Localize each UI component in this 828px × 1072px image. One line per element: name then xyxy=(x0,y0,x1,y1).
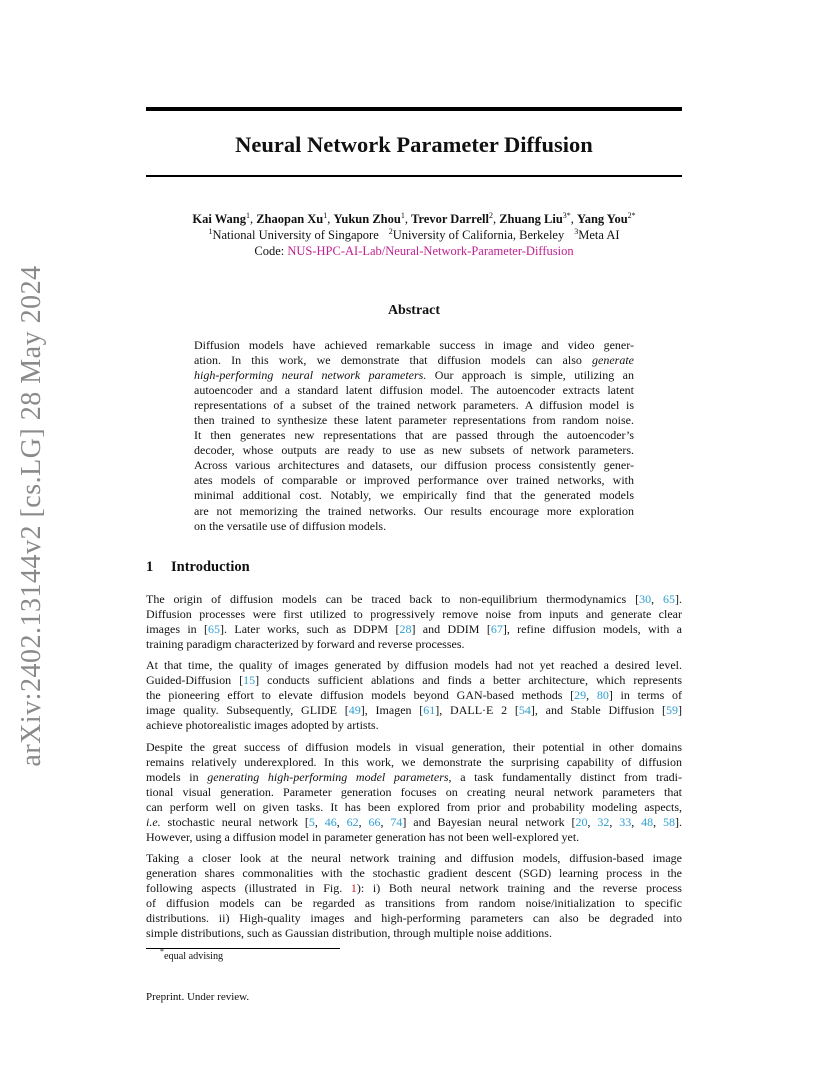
text-line: decoder, whose outputs are ready to use as new subsets of network parameters. xyxy=(194,443,634,458)
author-name: Yukun Zhou$^1$ xyxy=(333,211,405,226)
text-line: simple distributions, such as Gaussian distribution, through multiple noise additions. xyxy=(146,926,552,941)
text-line: Despite the great success of diffusion models in visual generation, their potential in other domains xyxy=(146,740,682,754)
citation-link: 46 xyxy=(324,815,337,830)
citation-link: 74 xyxy=(390,815,403,830)
text-line: images in [65]. Later works, such as DDPM [28] and DDIM [67], refine diffusion models, with a xyxy=(146,622,682,637)
text-line: ates models of comparable or improved performance over trained networks, with xyxy=(194,473,634,488)
text-line: ation. In this work, we demonstrate that diffusion models can also generate xyxy=(194,353,634,368)
author-name: Yang You$^{2*}$ xyxy=(577,211,636,226)
intro-paragraph-3 xyxy=(146,740,682,845)
text-line: the pioneering effort to elevate diffusion models beyond GAN-based methods [29, 80] in terms of xyxy=(146,688,683,703)
citation-link: 5 xyxy=(308,815,315,830)
author-list: Kai Wang$^1$, Zhaopan Xu$^1$, Yukun Zhou$^1$, Trevor Darrell$^2$, Zhuang Liu$^{3*}$, Yang You$^{2*}$ xyxy=(192,211,636,226)
citation-link: 30 xyxy=(639,592,652,606)
paper-title: Neural Network Parameter Diffusion xyxy=(235,132,593,157)
text-line: The origin of diffusion models can be traced back to non-equilibrium thermodynamics [30, 65]. xyxy=(146,592,682,606)
title-top-rule xyxy=(146,107,682,111)
abstract-heading: Abstract xyxy=(387,303,441,318)
text-line: minimal additional cost. Notably, we empirically find that the generated models xyxy=(194,488,634,503)
code-label: Code: xyxy=(254,244,285,258)
citation-link: 59 xyxy=(666,703,679,718)
text-line: Guided-Diffusion [15] conducts sufficient ablations and finds a better architecture, which represents xyxy=(146,673,682,688)
citation-link: 33 xyxy=(619,815,632,830)
citation-link: 62 xyxy=(346,815,359,830)
citation-link: 66 xyxy=(368,815,381,830)
intro-paragraph-2 xyxy=(146,658,682,733)
text-line: tional visual generation. Parameter generation focuses on creating neural network parameters that xyxy=(146,785,682,800)
citation-link: 80 xyxy=(596,688,609,703)
citation-link: 61 xyxy=(423,703,436,718)
citation-link: 65 xyxy=(208,622,221,637)
footnote xyxy=(160,947,224,964)
affiliation: $^3$Meta AI xyxy=(574,227,620,242)
text-line: image quality. Subsequently, GLIDE [49], Imagen [61], DALL·E 2 [54], and Stable Diffusion [59] xyxy=(146,703,683,718)
text-line: of diffusion models can be regarded as transitions from random noise/initialization to specific xyxy=(146,896,682,911)
text-line: autoencoder and a standard latent diffusion model. The autoencoder extracts latent xyxy=(194,383,634,398)
abstract-body xyxy=(194,338,634,534)
citation-link: 48 xyxy=(641,815,654,830)
code-repo-link[interactable]: NUS-HPC-AI-Lab/Neural-Network-Parameter-Diffusion xyxy=(287,244,574,258)
author-name: Zhaopan Xu$^1$ xyxy=(256,211,328,226)
title-bottom-rule xyxy=(146,175,682,177)
citation-link: 54 xyxy=(518,703,531,718)
intro-paragraph-4 xyxy=(146,851,682,941)
text-line: Taking a closer look at the neural network training and diffusion models, diffusion-based image xyxy=(146,851,682,865)
footnote-text: equal advising xyxy=(164,951,224,962)
citation-link: 67 xyxy=(490,622,503,637)
author-name: Zhuang Liu$^{3*}$ xyxy=(499,211,571,226)
text-line: are not memorizing the trained networks. Our results encourage more exploration xyxy=(194,503,634,518)
text-line: training paradigm characterized by forward and reverse processes. xyxy=(146,637,465,652)
text-line: However, using a diffusion model in parameter generation has not been well-explored yet. xyxy=(146,830,580,845)
citation-link: 28 xyxy=(399,622,412,637)
text-line: then trained to synthesize these latent parameter representations from random noise. xyxy=(194,413,634,428)
text-line: representations of a subset of the trained network parameters. A diffusion model is xyxy=(194,398,634,413)
affiliation: $^1$National University of Singapore xyxy=(208,227,379,242)
text-line: can perform well on given tasks. It has been explored from prior and probability modeling aspects, xyxy=(146,800,682,815)
citation-link: 65 xyxy=(663,592,675,606)
text-line: i.e. stochastic neural network [5, 46, 62, 66, 74] and Bayesian neural network [20, 32, 33, 48, 58]. xyxy=(146,815,683,830)
citation-link: 15 xyxy=(243,673,256,688)
text-line: Across various architectures and datasets, our diffusion process consistently gener- xyxy=(194,458,634,473)
section-title: Introduction xyxy=(171,559,250,575)
footnote-mark: * xyxy=(160,947,164,956)
citation-link: 49 xyxy=(348,703,361,718)
text-line: generation shares commonalities with the stochastic gradient descent (SGD) learning process in the xyxy=(146,866,682,881)
figure-ref-link: 1 xyxy=(350,881,357,896)
text-line: high-performing neural network parameters. Our approach is simple, utilizing an xyxy=(194,368,635,383)
text-line: distributions. ii) High-quality images and high-performing parameters can also be degraded into xyxy=(146,911,682,926)
author-name: Kai Wang$^1$ xyxy=(192,211,250,226)
author-name: Trevor Darrell$^2$ xyxy=(411,211,493,226)
section-number: 1 xyxy=(146,559,154,575)
text-line: Diffusion models have achieved remarkable success in image and video gener- xyxy=(194,338,634,352)
citation-link: 32 xyxy=(597,815,610,830)
text-line: following aspects (illustrated in Fig. 1): i) Both neural network training and the reverse process xyxy=(146,881,682,896)
text-line: Diffusion processes were first utilized to progressively remove noise from inputs and generate clear xyxy=(146,607,682,622)
citation-link: 20 xyxy=(575,815,588,830)
text-line: remains relatively underexplored. In this work, we demonstrate the surprising capability of diffusion xyxy=(146,755,682,770)
text-line: At that time, the quality of images generated by diffusion models had not yet reached a desired level. xyxy=(146,658,682,672)
text-line: models in generating high-performing model parameters, a task fundamentally distinct from tradi- xyxy=(146,770,683,785)
intro-paragraph-1 xyxy=(146,592,682,652)
citation-link: 29 xyxy=(574,688,587,703)
footnote-rule xyxy=(146,948,340,949)
preprint-note: Preprint. Under review. xyxy=(146,991,250,1003)
text-line: It then generates new representations that are passed through the autoencoder’s xyxy=(194,428,634,443)
arxiv-stamp: arXiv:2402.13144v2 [cs.LG] 28 May 2024 xyxy=(16,265,47,767)
citation-link: 58 xyxy=(663,815,676,830)
section-heading-introduction xyxy=(146,558,682,576)
affiliation: $^2$University of California, Berkeley xyxy=(388,227,565,242)
text-line: on the versatile use of diffusion models. xyxy=(194,518,387,533)
affiliation-list xyxy=(100,227,728,243)
text-line: achieve photorealistic images adopted by artists. xyxy=(146,718,379,733)
code-line xyxy=(100,243,728,259)
